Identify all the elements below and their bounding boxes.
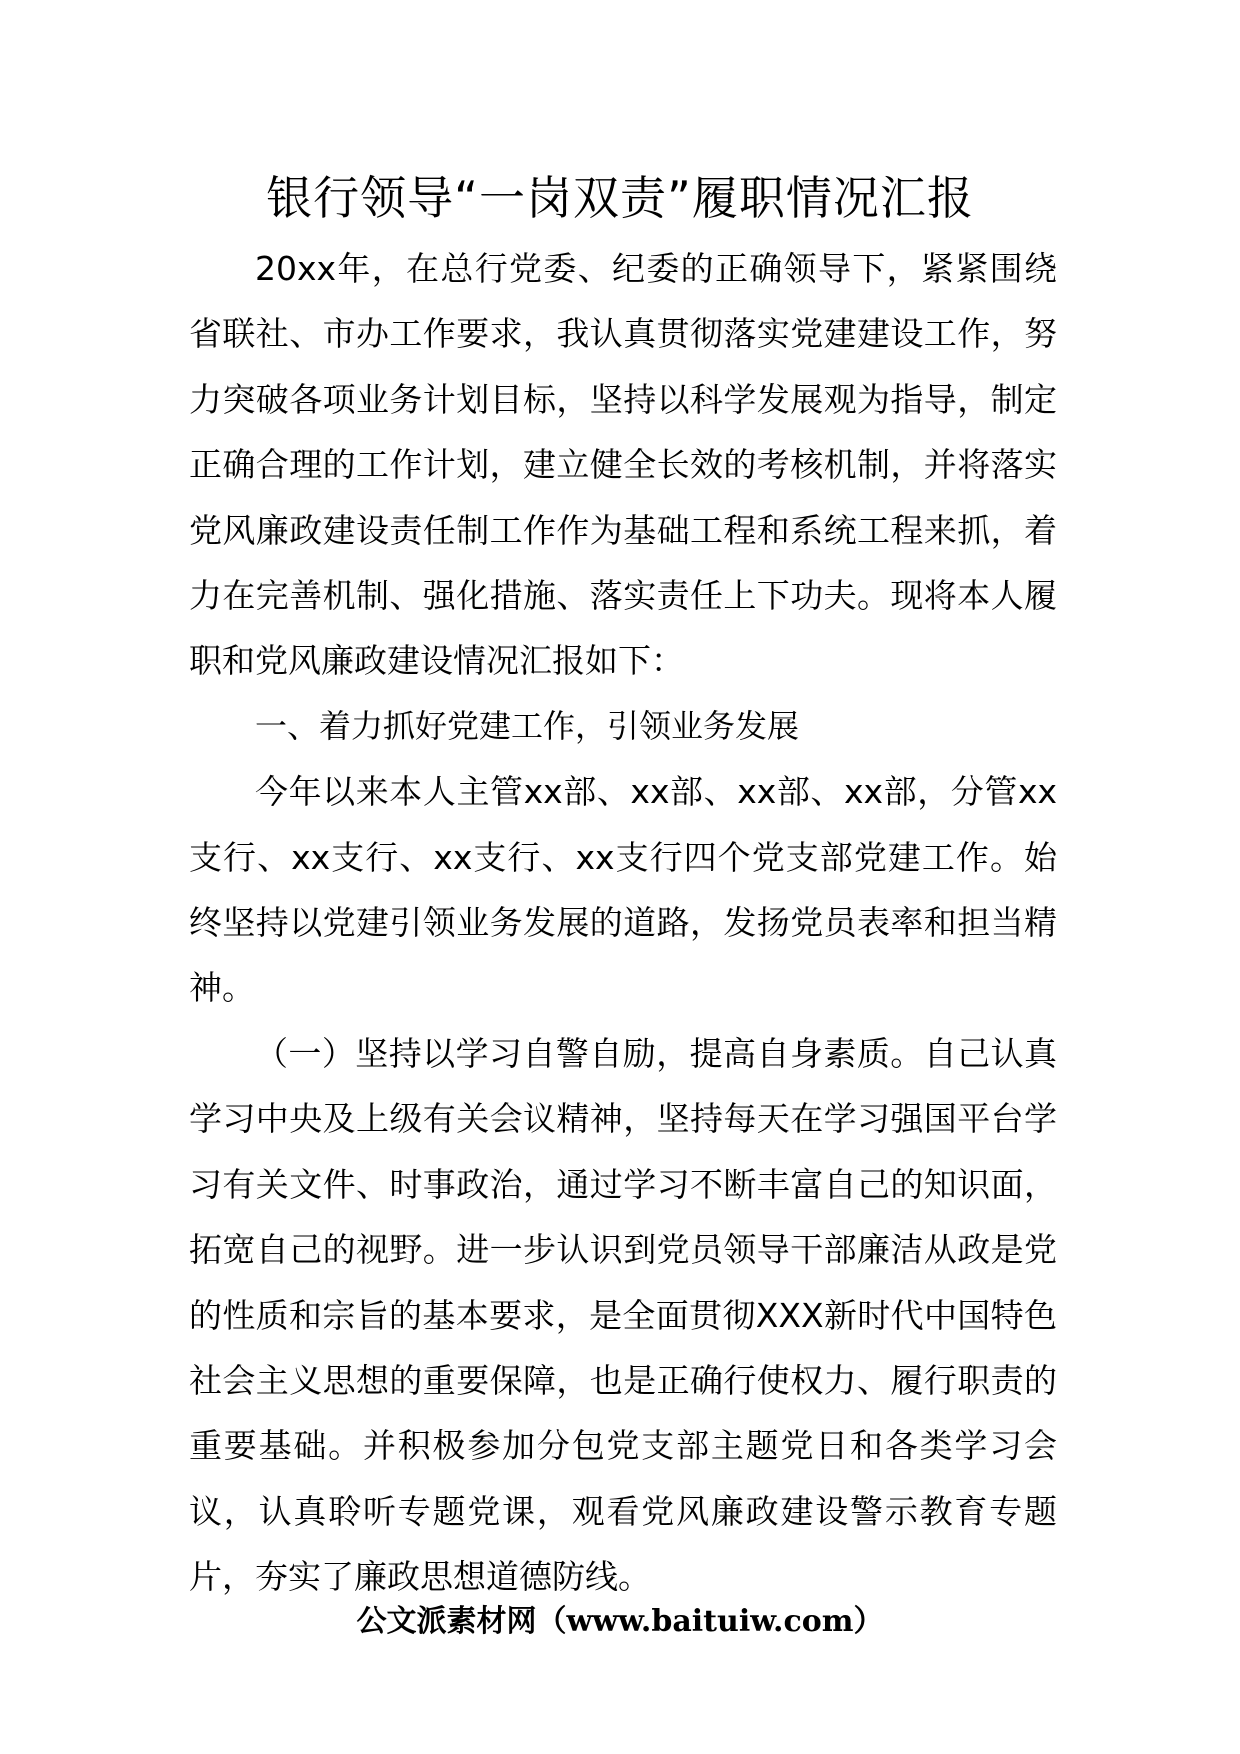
intro-paragraph: 20xx年，在总行党委、纪委的正确领导下，紧紧围绕省联社、市办工作要求，我认真贯彻落实党建建设工作，努力突破各项业务计划目标，坚持以科学发展观为指导，制定正确合理的工作计划，建立健全长效的考核机制，并将落实党风廉政建设责任制工作作为基础工程和系统工程来抓，着力在完善机制、强化措施、落实责任上下功夫。现将本人履职和党风廉政建设情况汇报如下： (189, 249, 1057, 681)
document-body (189, 236, 1057, 1610)
section-heading-1: 一、着力抓好党建工作，引领业务发展 (255, 706, 800, 745)
section-1-paragraph: 今年以来本人主管xx部、xx部、xx部、xx部，分管xx支行、xx支行、xx支行、xx支行四个党支部党建工作。始终坚持以党建引领业务发展的道路，发扬党员表率和担当精神。 (189, 772, 1057, 1008)
footer-watermark: 公文派素材网（www.baituiw.com） (356, 1604, 884, 1639)
document-title: 银行领导“一岗双责”履职情况汇报 (266, 171, 974, 225)
subsection-1-paragraph: （一）坚持以学习自警自励，提高自身素质。自己认真学习中央及上级有关会议精神，坚持每天在学习强国平台学习有关文件、时事政治，通过学习不断丰富自己的知识面，拓宽自己的视野。进一步认识到党员领导干部廉洁从政是党的性质和宗旨的基本要求，是全面贯彻XXX新时代中国特色社会主义思想的重要保障，也是正确行使权力、履行职责的重要基础。并积极参加分包党支部主题党日和各类学习会议，认真聆听专题党课，观看党风廉政建设警示教育专题片，夯实了廉政思想道德防线。 (189, 1033, 1057, 1597)
